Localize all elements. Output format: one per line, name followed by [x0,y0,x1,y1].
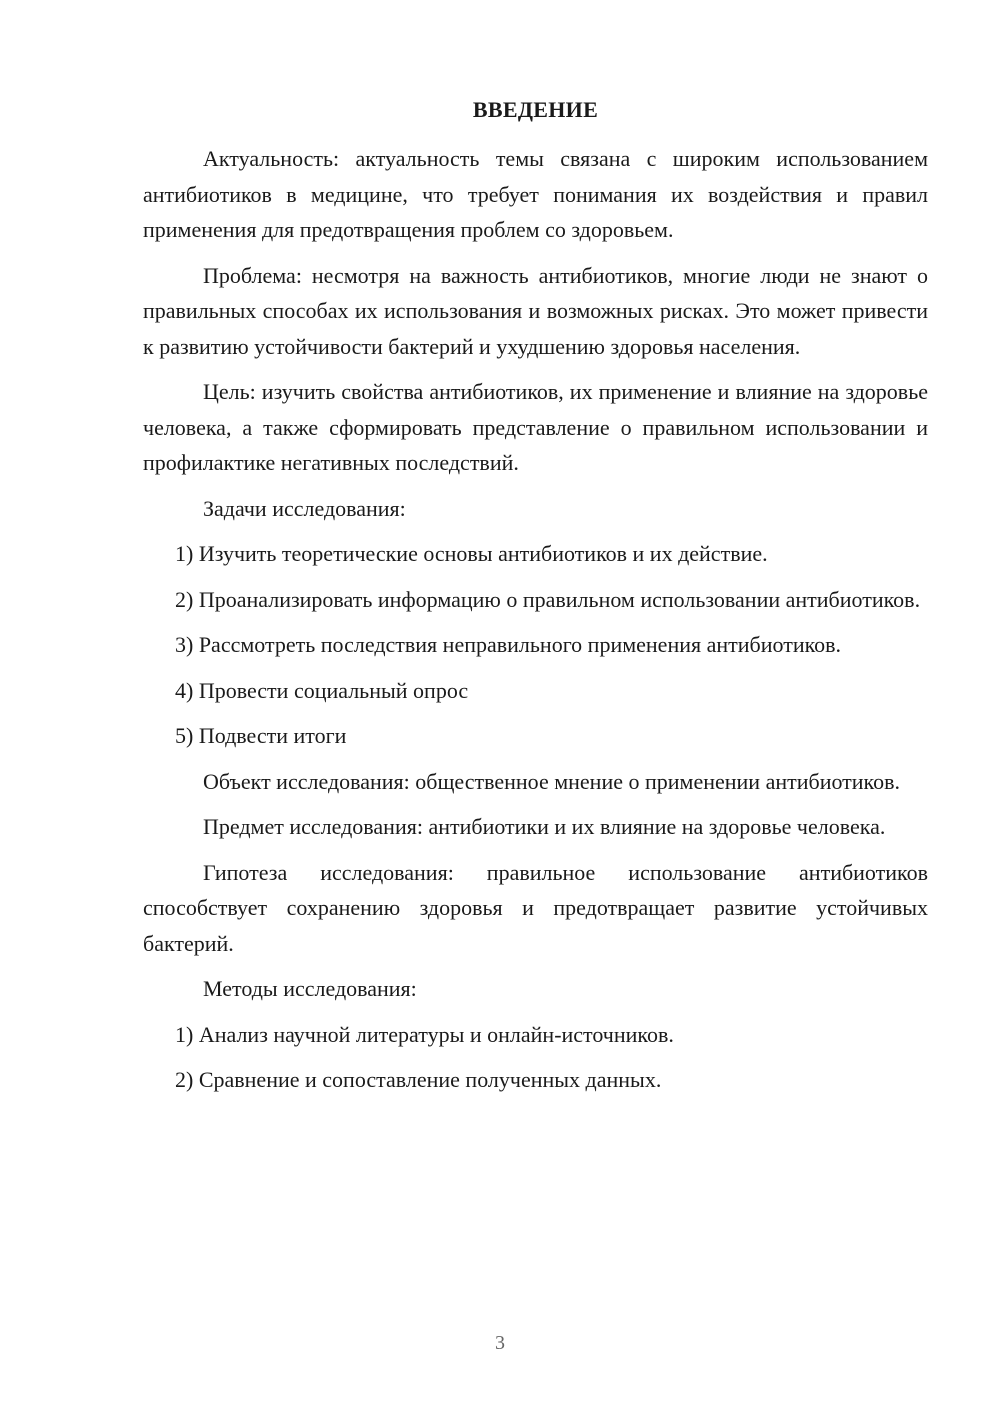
paragraph-problem: Проблема: несмотря на важность антибиотиков, многие люди не знают о правильных способах их использования и возможных рисках. Это может привести к развитию устойчивости бактерий и ухудшению здоровья населения. [143,262,928,359]
method-item-1: 1) Анализ научной литературы и онлайн-источников. [175,1021,674,1047]
document-page [143,92,928,1108]
section-title: ВВЕДЕНИЕ [472,97,599,122]
method-item-2: 2) Сравнение и сопоставление полученных данных. [175,1067,662,1092]
paragraph-relevance: Актуальность: актуальность темы связана с широким использованием антибиотиков в медицине, что требует понимания их воздействия и правил применения для предотвращения проблем со здоровьем. [143,146,928,242]
paragraph-object: Объект исследования: общественное мнение о применении антибиотиков. [203,768,901,794]
task-item-3: 3) Рассмотреть последствия неправильного применения антибиотиков. [175,632,842,657]
paragraph-subject: Предмет исследования: антибиотики и их влияние на здоровье человека. [203,814,886,839]
paragraph-hypothesis: Гипотеза исследования: правильное использование антибиотиков способствует сохранению здоровья и предотвращает развитие устойчивых бактерий. [143,859,928,956]
task-item-5: 5) Подвести итоги [175,723,347,748]
page-number: 3 [495,1332,505,1354]
paragraph-goal: Цель: изучить свойства антибиотиков, их применение и влияние на здоровье человека, а также сформировать представление о правильном использовании и профилактике негативных последствий. [143,379,928,475]
task-item-1: 1) Изучить теоретические основы антибиотиков и их действие. [175,541,768,566]
paragraph-methods-heading: Методы исследования: [203,976,417,1001]
task-item-2: 2) Проанализировать информацию о правильном использовании антибиотиков. [175,586,921,612]
paragraph-tasks-heading: Задачи исследования: [203,495,406,521]
task-item-4: 4) Провести социальный опрос [175,677,469,703]
